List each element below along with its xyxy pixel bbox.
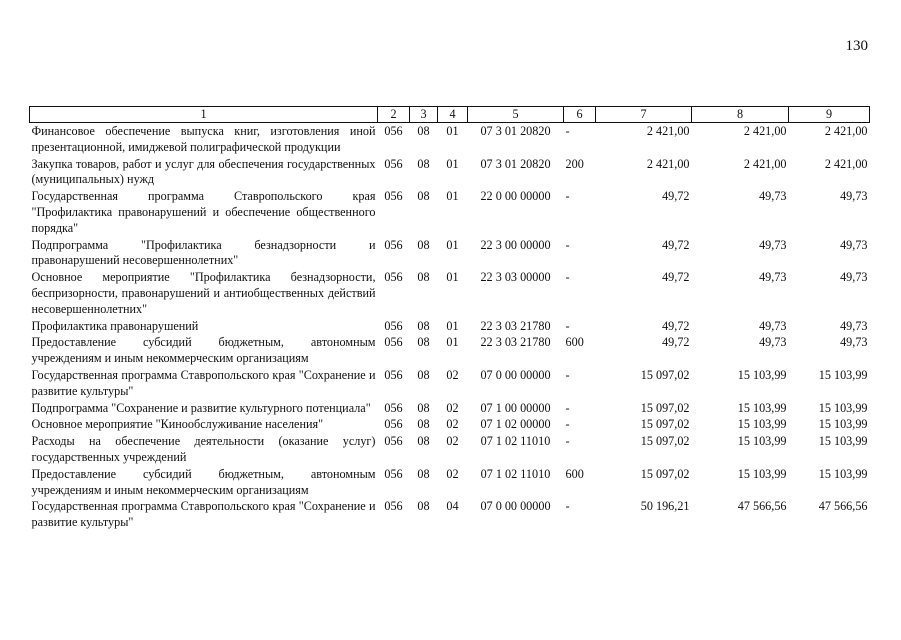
row-amount-1: 2 421,00 xyxy=(646,124,690,138)
row-amount-3: 49,73 xyxy=(840,237,868,252)
row-amount-1: 50 196,21 xyxy=(640,499,690,514)
row-section-code: 08 xyxy=(417,156,430,171)
table-row xyxy=(30,156,870,189)
row-expense-type: 600 xyxy=(565,466,584,481)
row-name-cell: Подпрограмма "Сохранение и развитие культурного потенциала" xyxy=(31,400,371,415)
row-amount-3: 49,73 xyxy=(840,270,868,285)
row-subsection-code: 02 xyxy=(446,367,459,382)
row-section-code: 08 xyxy=(417,335,430,350)
row-section-code: 08 xyxy=(417,318,430,333)
row-expense-type: - xyxy=(565,237,570,252)
row-name-cell: Государственная программа Ставропольского края "Сохранение и развитие культуры" xyxy=(31,499,376,530)
row-expense-type: - xyxy=(565,434,570,449)
row-expense-type: - xyxy=(565,318,570,333)
row-section-code: 08 xyxy=(417,124,430,138)
table-row xyxy=(30,334,870,367)
row-name-cell: Основное мероприятие "Кинообслуживание населения" xyxy=(31,417,324,432)
row-expense-type: - xyxy=(565,270,570,285)
row-ministry-code: 056 xyxy=(384,400,403,415)
header-row xyxy=(30,107,870,123)
row-target-code: 07 0 00 00000 xyxy=(480,367,551,382)
table-row xyxy=(30,367,870,400)
row-ministry-code: 056 xyxy=(384,466,403,481)
row-expense-type: - xyxy=(565,124,570,138)
row-amount-1: 15 097,02 xyxy=(640,417,690,432)
row-name-cell: Государственная программа Ставропольского края "Сохранение и развитие культуры" xyxy=(31,367,376,398)
row-amount-1: 15 097,02 xyxy=(640,466,690,481)
row-amount-3: 15 103,99 xyxy=(818,400,868,415)
table-row xyxy=(30,498,870,531)
table-row xyxy=(30,237,870,270)
row-section-code: 08 xyxy=(417,189,430,204)
row-subsection-code: 02 xyxy=(446,400,459,415)
table-row xyxy=(30,123,870,156)
row-ministry-code: 056 xyxy=(384,499,403,514)
row-ministry-code: 056 xyxy=(384,270,403,285)
row-subsection-code: 01 xyxy=(446,156,459,171)
row-target-code: 22 3 00 00000 xyxy=(480,237,551,252)
row-target-code: 22 3 03 00000 xyxy=(480,270,551,285)
table-row xyxy=(30,188,870,236)
row-amount-2: 49,73 xyxy=(759,270,787,285)
row-subsection-code: 02 xyxy=(446,434,459,449)
header-cell-subsection: 4 xyxy=(438,107,468,123)
row-target-code: 07 0 00 00000 xyxy=(480,499,551,514)
row-subsection-code: 01 xyxy=(446,237,459,252)
row-amount-3: 15 103,99 xyxy=(818,434,868,449)
row-amount-3: 15 103,99 xyxy=(818,417,868,432)
header-cell-target-code: 5 xyxy=(468,107,564,123)
row-ministry-code: 056 xyxy=(384,417,403,432)
row-name-cell: Профилактика правонарушений xyxy=(31,318,199,333)
row-amount-1: 49,72 xyxy=(662,189,690,204)
row-name-cell: Расходы на обеспечение деятельности (оказание услуг) государственных учреждений xyxy=(31,434,376,464)
row-amount-1: 2 421,00 xyxy=(646,156,690,171)
row-ministry-code: 056 xyxy=(384,189,403,204)
table-row xyxy=(30,416,870,433)
row-ministry-code: 056 xyxy=(384,237,403,252)
table-row xyxy=(30,318,870,335)
table-row xyxy=(30,269,870,317)
row-amount-2: 49,73 xyxy=(759,318,787,333)
row-target-code: 22 0 00 00000 xyxy=(480,189,551,204)
header-cell-name: 1 xyxy=(30,107,378,123)
table-row xyxy=(30,466,870,499)
row-amount-2: 15 103,99 xyxy=(737,367,787,382)
row-expense-type: - xyxy=(565,499,570,514)
row-section-code: 08 xyxy=(417,434,430,449)
table-body xyxy=(30,123,870,531)
row-target-code: 22 3 03 21780 xyxy=(480,335,551,350)
row-expense-type: - xyxy=(565,400,570,415)
row-section-code: 08 xyxy=(417,466,430,481)
header-cell-amount-2: 8 xyxy=(692,107,789,123)
row-amount-2: 49,73 xyxy=(759,237,787,252)
row-amount-1: 49,72 xyxy=(662,237,690,252)
row-subsection-code: 01 xyxy=(446,270,459,285)
header-cell-ministry: 2 xyxy=(378,107,410,123)
row-subsection-code: 02 xyxy=(446,466,459,481)
row-amount-2: 2 421,00 xyxy=(743,124,787,138)
row-target-code: 07 1 00 00000 xyxy=(480,400,551,415)
row-section-code: 08 xyxy=(417,270,430,285)
row-subsection-code: 01 xyxy=(446,318,459,333)
row-target-code: 07 1 02 11010 xyxy=(480,466,551,481)
row-name-cell: Государственная программа Ставропольского края "Профилактика правонарушений и обеспечение общественного порядка" xyxy=(31,189,376,235)
row-expense-type: 600 xyxy=(565,335,584,350)
row-section-code: 08 xyxy=(417,499,430,514)
row-subsection-code: 01 xyxy=(446,189,459,204)
table-header xyxy=(30,107,870,123)
row-subsection-code: 01 xyxy=(446,124,459,138)
row-ministry-code: 056 xyxy=(384,335,403,350)
row-expense-type: - xyxy=(565,189,570,204)
budget-table xyxy=(29,106,870,531)
row-section-code: 08 xyxy=(417,417,430,432)
row-amount-3: 47 566,56 xyxy=(818,499,868,514)
row-subsection-code: 01 xyxy=(446,335,459,350)
row-ministry-code: 056 xyxy=(384,434,403,449)
table-row xyxy=(30,433,870,466)
header-cell-amount-3: 9 xyxy=(789,107,870,123)
row-amount-2: 49,73 xyxy=(759,189,787,204)
row-expense-type: 200 xyxy=(565,156,584,171)
row-name-cell: Предоставление субсидий бюджетным, автономным учреждениям и иным некоммерческим организациям xyxy=(31,335,376,366)
row-subsection-code: 04 xyxy=(446,499,459,514)
row-target-code: 22 3 03 21780 xyxy=(480,318,551,333)
row-amount-2: 15 103,99 xyxy=(737,400,787,415)
row-amount-1: 49,72 xyxy=(662,318,690,333)
table-row xyxy=(30,400,870,417)
row-amount-2: 2 421,00 xyxy=(743,156,787,171)
row-section-code: 08 xyxy=(417,400,430,415)
row-amount-3: 15 103,99 xyxy=(818,466,868,481)
row-amount-2: 47 566,56 xyxy=(737,499,787,514)
row-amount-2: 15 103,99 xyxy=(737,417,787,432)
header-cell-expense-type: 6 xyxy=(564,107,596,123)
row-target-code: 07 3 01 20820 xyxy=(480,124,551,138)
row-ministry-code: 056 xyxy=(384,124,403,138)
row-section-code: 08 xyxy=(417,237,430,252)
row-amount-1: 49,72 xyxy=(662,335,690,350)
row-amount-3: 2 421,00 xyxy=(824,124,868,138)
row-name-cell: Предоставление субсидий бюджетным, автономным учреждениям и иным некоммерческим организациям xyxy=(31,466,376,497)
row-name-cell: Закупка товаров, работ и услуг для обеспечения государственных (муниципальных) нужд xyxy=(31,156,376,187)
header-cell-amount-1: 7 xyxy=(596,107,692,123)
row-amount-2: 49,73 xyxy=(759,335,787,350)
row-amount-1: 15 097,02 xyxy=(640,367,690,382)
row-amount-2: 15 103,99 xyxy=(737,466,787,481)
row-target-code: 07 1 02 11010 xyxy=(480,434,551,449)
row-ministry-code: 056 xyxy=(384,318,403,333)
row-expense-type: - xyxy=(565,367,570,382)
row-ministry-code: 056 xyxy=(384,367,403,382)
row-amount-1: 15 097,02 xyxy=(640,400,690,415)
row-target-code: 07 1 02 00000 xyxy=(480,417,551,432)
row-section-code: 08 xyxy=(417,367,430,382)
row-name-cell: Подпрограмма "Профилактика безнадзорности и правонарушений несовершеннолетних" xyxy=(31,237,376,268)
row-amount-1: 15 097,02 xyxy=(640,434,690,449)
row-amount-3: 2 421,00 xyxy=(824,156,868,171)
row-name-cell: Основное мероприятие "Профилактика безнадзорности, беспризорности, правонарушений и антиобщественных действий несовершеннолетних" xyxy=(31,270,376,316)
page-number: 130 xyxy=(845,38,868,54)
row-amount-3: 49,73 xyxy=(840,335,868,350)
row-amount-3: 49,73 xyxy=(840,318,868,333)
header-cell-section: 3 xyxy=(410,107,438,123)
row-ministry-code: 056 xyxy=(384,156,403,171)
row-name-cell: Финансовое обеспечение выпуска книг, изготовления иной презентационной, имиджевой полиграфической продукции xyxy=(31,124,376,154)
row-subsection-code: 02 xyxy=(446,417,459,432)
row-amount-2: 15 103,99 xyxy=(737,434,787,449)
row-amount-3: 49,73 xyxy=(840,189,868,204)
row-expense-type: - xyxy=(565,417,570,432)
row-amount-3: 15 103,99 xyxy=(818,367,868,382)
row-amount-1: 49,72 xyxy=(662,270,690,285)
row-target-code: 07 3 01 20820 xyxy=(480,156,551,171)
